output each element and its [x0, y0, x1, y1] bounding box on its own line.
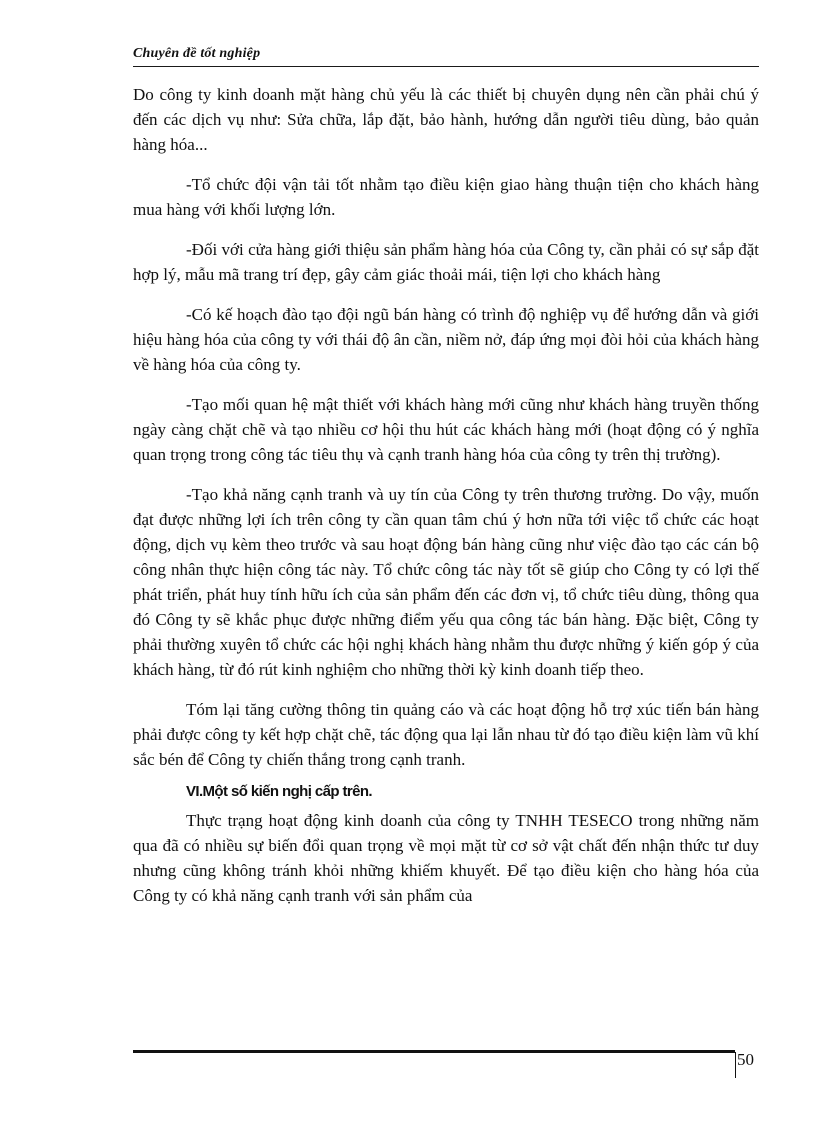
- paragraph-intro: Do công ty kinh doanh mặt hàng chủ yếu là các thiết bị chuyên dụng nên cần phải chú ý đến các dịch vụ như: Sửa chữa, lắp đặt, bảo hành, hướng dẫn người tiêu dùng, bảo quản hàng hóa...: [133, 85, 759, 154]
- page-number: 50: [737, 1050, 754, 1069]
- page-header: [133, 44, 759, 67]
- document-body: [133, 82, 759, 923]
- page-number-divider: [735, 1052, 736, 1078]
- paragraph-showroom: -Đối với cửa hàng giới thiệu sản phẩm hàng hóa của Công ty, cần phải có sự sắp đặt hợp lý, mẫu mã trang trí đẹp, gây cảm giác thoải mái, tiện lợi cho khách hàng: [133, 240, 759, 284]
- footer-rule: [133, 1050, 735, 1053]
- paragraph-competitiveness: -Tạo khả năng cạnh tranh và uy tín của Công ty trên thương trường. Do vậy, muốn đạt được những lợi ích trên công ty cần quan tâm chú ý hơn nữa tới việc tổ chức các hoạt động, dịch vụ kèm theo trước và sau hoạt động bán hàng cũng như việc đào tạo các cán bộ công nhân thực hiện công tác này. Tổ chức công tác này tốt sẽ giúp cho Công ty có lợi thế phát triển, phát huy tính hữu ích của sản phẩm đến các đơn vị, tổ chức tiêu dùng, thông qua đó Công ty sẽ khắc phục được những điểm yếu qua công tác bán hàng. Đặc biệt, Công ty phải thường xuyên tổ chức các hội nghị khách hàng nhằm thu được những ý kiến góp ý của khách hàng, từ đó rút kinh nghiệm cho những thời kỳ kinh doanh tiếp theo.: [133, 485, 759, 679]
- paragraph-customer-relations: -Tạo mối quan hệ mật thiết với khách hàng mới cũng như khách hàng truyền thống ngày càng chặt chẽ và tạo nhiều cơ hội thu hút các khách hàng mới (hoạt động có ý nghĩa quan trọng trong công tác tiêu thụ và cạnh tranh hàng hóa của công ty trên thị trường).: [133, 395, 759, 464]
- paragraph-transport: -Tổ chức đội vận tải tốt nhằm tạo điều kiện giao hàng thuận tiện cho khách hàng mua hàng với khối lượng lớn.: [133, 175, 759, 219]
- paragraph-summary: Tóm lại tăng cường thông tin quảng cáo và các hoạt động hỗ trợ xúc tiến bán hàng phải được công ty kết hợp chặt chẽ, tác động qua lại lẫn nhau từ đó tạo điều kiện làm vũ khí sắc bén để Công ty chiến thắng trong cạnh tranh.: [133, 700, 759, 769]
- section-heading: VI.Một số kiến nghị cấp trên.: [186, 783, 372, 800]
- paragraph-section-intro: Thực trạng hoạt động kinh doanh của công ty TNHH TESECO trong những năm qua đã có nhiều sự biến đổi quan trọng về mọi mặt từ cơ sở vật chất đến nhận thức tư duy nhưng cũng không tránh khỏi những khiếm khuyết. Để tạo điều kiện cho hàng hóa của Công ty có khả năng cạnh tranh với sản phẩm của: [133, 811, 759, 905]
- header-title: Chuyên đề tốt nghiệp: [133, 46, 261, 61]
- paragraph-staff-training: -Có kế hoạch đào tạo đội ngũ bán hàng có trình độ nghiệp vụ để hướng dẫn và giới hiệu hàng hóa của công ty với thái độ ân cần, niềm nở, đáp ứng mọi đòi hỏi của khách hàng về hàng hóa của công ty.: [133, 305, 759, 374]
